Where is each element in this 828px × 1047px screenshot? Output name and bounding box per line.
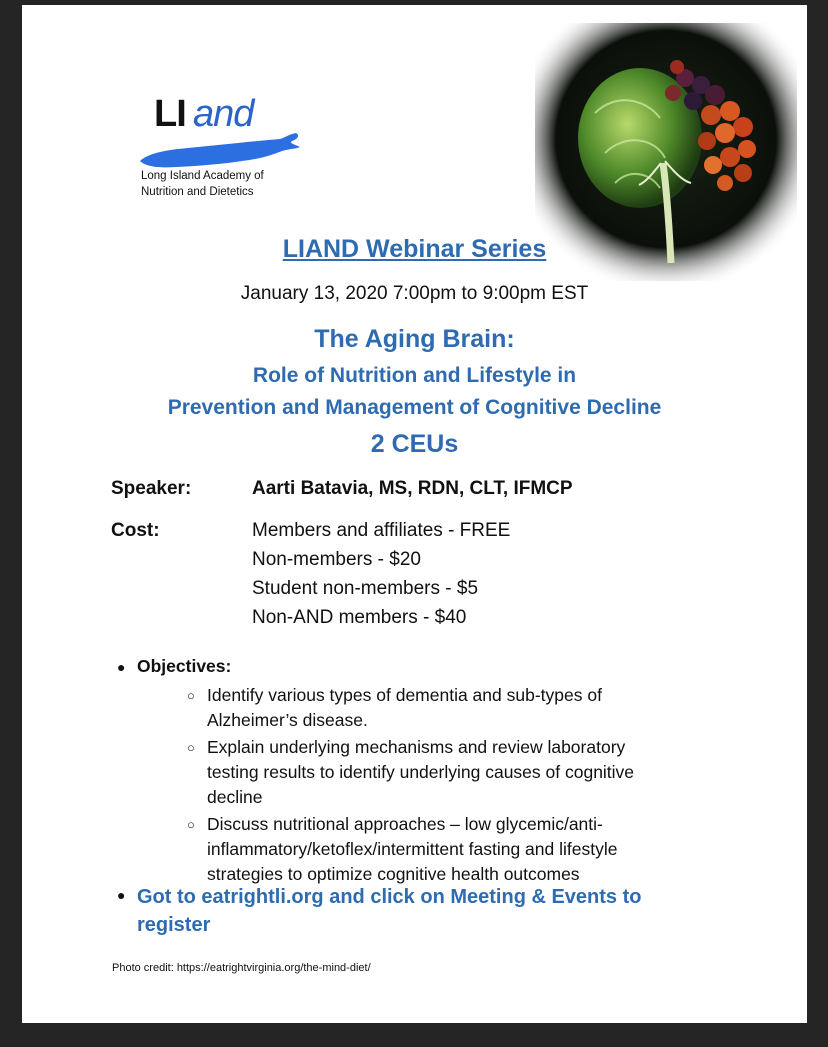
speaker-label: Speaker: bbox=[111, 478, 192, 499]
circle-bullet-icon: ○ bbox=[187, 688, 195, 703]
bullet-icon: ● bbox=[117, 659, 126, 675]
logo-and-text: and bbox=[193, 93, 254, 135]
ceus-label: 2 CEUs bbox=[370, 430, 459, 458]
cost-item: Non-members - $20 bbox=[252, 549, 421, 570]
objectives-label: Objectives: bbox=[137, 656, 232, 676]
flyer-page bbox=[22, 5, 807, 1023]
logo-org-line1: Long Island Academy of bbox=[141, 170, 264, 182]
title-line3: Prevention and Management of Cognitive Decline bbox=[167, 396, 662, 419]
logo-li-text: LI bbox=[154, 93, 186, 135]
bullet-icon: ● bbox=[117, 887, 126, 903]
objective-item: Explain underlying mechanisms and review laboratory testing results to identify underlying causes of cognitive decline bbox=[207, 737, 635, 807]
photo-credit: Photo credit: https://eatrightvirginia.org/the-mind-diet/ bbox=[112, 962, 371, 974]
circle-bullet-icon: ○ bbox=[187, 817, 195, 832]
speaker-name: Aarti Batavia, MS, RDN, CLT, IFMCP bbox=[252, 478, 573, 499]
title-line1: The Aging Brain: bbox=[314, 325, 515, 353]
register-instructions[interactable]: Got to eatrightli.org and click on Meeting & Events to register bbox=[137, 886, 642, 936]
title-line2: Role of Nutrition and Lifestyle in bbox=[252, 364, 577, 387]
objective-item: Identify various types of dementia and sub-types of Alzheimer’s disease. bbox=[207, 685, 602, 730]
long-island-map-icon bbox=[138, 131, 304, 169]
logo-org-line2: Nutrition and Dietetics bbox=[141, 186, 254, 198]
objective-item: Discuss nutritional approaches – low glycemic/anti- inflammatory/ketoflex/intermittent fasting and lifestyle strategies to optimize cognitive health outcomes bbox=[207, 814, 618, 884]
cost-item: Members and affiliates - FREE bbox=[252, 520, 511, 541]
circle-bullet-icon: ○ bbox=[187, 740, 195, 755]
cost-label: Cost: bbox=[111, 520, 160, 541]
event-date: January 13, 2020 7:00pm to 9:00pm EST bbox=[240, 283, 589, 304]
series-title: LIAND Webinar Series bbox=[282, 235, 547, 263]
cost-item: Student non-members - $5 bbox=[252, 578, 479, 599]
cost-item: Non-AND members - $40 bbox=[252, 607, 467, 628]
